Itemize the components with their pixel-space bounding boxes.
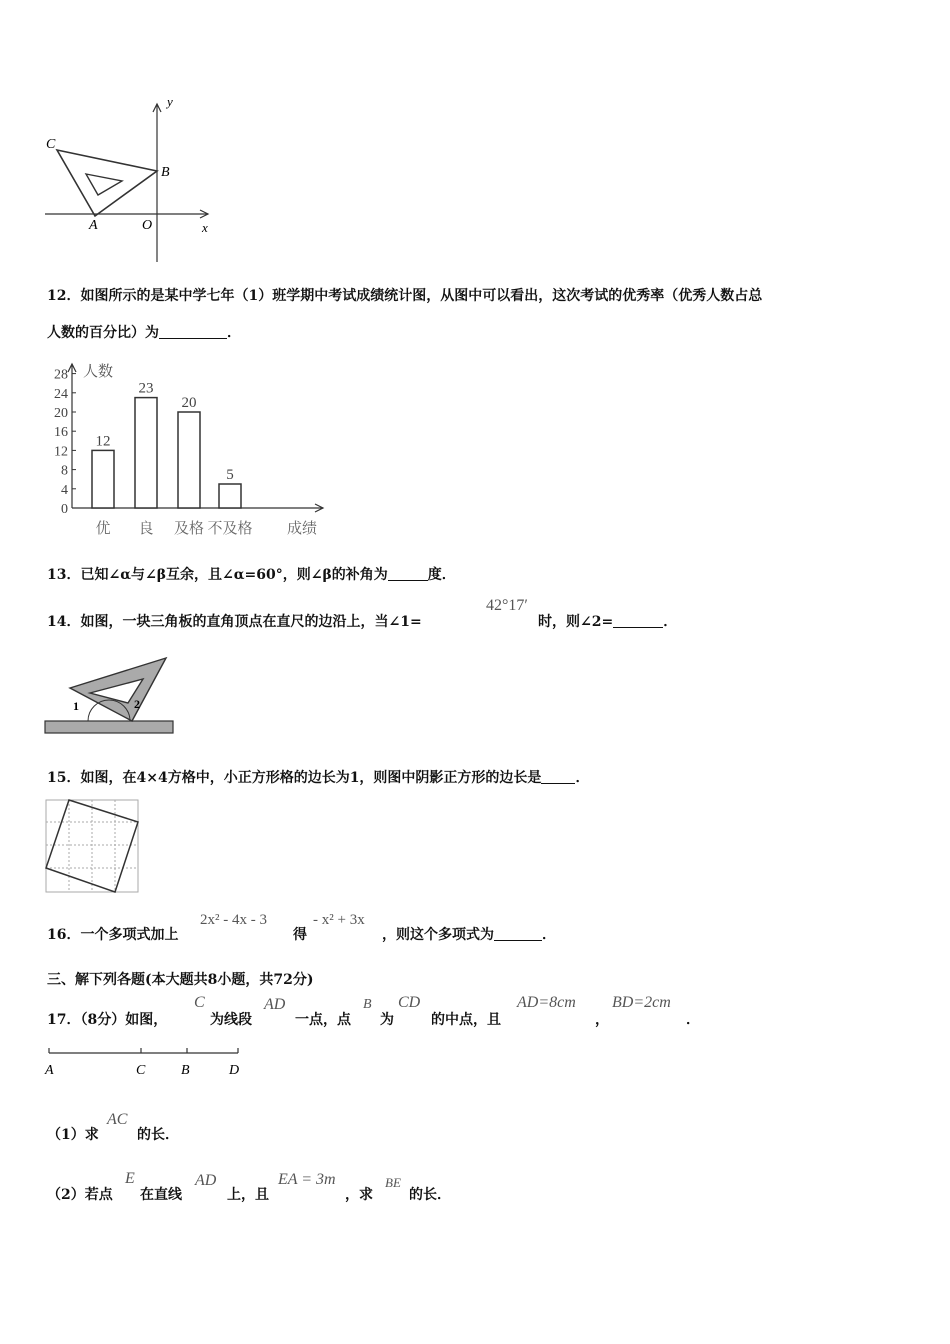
q13-end: 度． (427, 567, 456, 583)
y-tick-label: 28 (54, 367, 68, 383)
q16-text2: 得 (293, 927, 307, 943)
q17-p2-d: ，求 (345, 1187, 373, 1203)
q17-p2-a: （2）若点 (47, 1187, 113, 1203)
label-y: y (167, 94, 173, 109)
answer-blank[interactable] (494, 926, 542, 941)
bar-value-label: 23 (138, 380, 154, 397)
q14-text1: 14．如图，一块三角板的直角顶点在直尺的边沿上，当∠1= (47, 614, 422, 630)
x-category-label: 优 (95, 521, 111, 537)
q17-t7: ． (686, 1012, 700, 1028)
answer-blank[interactable] (613, 613, 663, 628)
label-o: O (142, 218, 153, 233)
q17-p2-e: 的长． (409, 1187, 451, 1203)
inner-triangle (86, 174, 122, 195)
q17-m3: B (363, 997, 372, 1012)
q17-m5: AD=8cm (517, 994, 576, 1011)
y-tick-label: 8 (61, 463, 68, 479)
x-axis-label: 成绩 (286, 521, 318, 537)
q17-p2-m2: AD (195, 1172, 217, 1189)
q14-angle: 42°17′ (486, 597, 528, 614)
x-category-label: 及格 (173, 521, 205, 537)
q16-tail (382, 925, 556, 945)
x-category-label: 不及格 (207, 521, 253, 537)
q14-tail (538, 612, 677, 632)
bar (92, 450, 114, 508)
y-tick-label: 20 (54, 406, 68, 421)
bar (135, 398, 157, 508)
y-tick-label: 16 (54, 425, 68, 441)
point-d-label: D (229, 1063, 240, 1078)
q12-text: 人数的百分比）为 (47, 325, 159, 341)
q15-grid-figure (44, 798, 140, 894)
q11-figure (40, 92, 220, 267)
bar-value-label: 5 (226, 467, 234, 483)
q17-p1-a: （1）求 (47, 1127, 99, 1143)
q17-t1: 17．（8分）如图， (47, 1012, 168, 1028)
q15-end: ． (575, 770, 590, 786)
label-c: C (46, 137, 56, 152)
q17-t3: 一点，点 (295, 1012, 351, 1028)
q17-p2-b: 在直线 (140, 1187, 182, 1203)
angle-label-1: 1 (73, 699, 79, 713)
answer-blank[interactable] (159, 324, 227, 339)
bar (178, 412, 200, 508)
q17-t2: 为线段 (210, 1012, 252, 1028)
angle-label-2: 2 (134, 697, 140, 711)
q17-segment-figure (40, 1045, 250, 1081)
q17-p2-m4: BE (385, 1175, 401, 1190)
point-a-label: A (45, 1063, 54, 1078)
x-category-label: 良 (138, 521, 154, 537)
q12-end: ． (227, 325, 241, 341)
bar-value-label: 20 (181, 395, 197, 411)
y-tick-label: 4 (61, 482, 68, 498)
answer-blank[interactable] (388, 566, 428, 581)
y-axis-label: 人数 (83, 364, 114, 380)
q17-m1: C (194, 994, 205, 1011)
q14-end: ． (663, 614, 678, 630)
bar (219, 484, 241, 508)
q14-text2: 时，则∠2= (538, 614, 614, 630)
answer-blank[interactable] (541, 769, 575, 784)
q16-end: ． (542, 927, 556, 943)
y-tick-label: 0 (61, 502, 68, 517)
q17-t6: ， (595, 1012, 609, 1028)
q14-figure (40, 652, 185, 742)
q17-p2-c: 上，且 (227, 1187, 269, 1203)
q16-expr2: - x² + 3x (313, 912, 365, 928)
q12-line1: 12．如图所示的是某中学七年（1）班学期中考试成绩统计图，从图中可以看出，这次考试的优秀率（优秀人数占总 (47, 288, 763, 304)
q17-p1-b: 的长． (137, 1127, 179, 1143)
outer-triangle (57, 150, 157, 216)
label-b: B (161, 165, 170, 180)
section3-title: 三、解下列各题(本大题共8小题，共72分) (47, 972, 314, 988)
q17-p2-m3: EA = 3m (278, 1171, 336, 1188)
q16-text1: 16．一个多项式加上 (47, 927, 179, 943)
y-tick-label: 24 (54, 386, 68, 402)
q17-m4: CD (398, 994, 421, 1011)
score-bar-chart (40, 356, 330, 546)
q13-text: 13．已知∠α与∠β互余，且∠α=60°，则∠β的补角为 (47, 567, 388, 583)
q15-text: 15．如图，在4×4方格中，小正方形格的边长为1，则图中阴影正方形的边长是 (47, 770, 542, 786)
q16-text3: ，则这个多项式为 (382, 927, 494, 943)
q17-m6: BD=2cm (612, 994, 671, 1011)
q17-p2-m1: E (125, 1170, 135, 1187)
q17-p1-m: AC (107, 1111, 128, 1128)
q12-line2 (47, 323, 241, 343)
triangle-ruler (70, 658, 166, 721)
q15 (47, 768, 589, 788)
label-x: x (202, 220, 208, 235)
ruler (45, 721, 173, 733)
point-c-label: C (136, 1063, 146, 1078)
q17-t5: 的中点，且 (431, 1012, 501, 1028)
bar-value-label: 12 (95, 433, 111, 450)
label-a: A (89, 218, 98, 233)
q17-t4: 为 (380, 1012, 394, 1028)
q17-m2: AD (264, 996, 286, 1013)
q16-expr1: 2x² - 4x - 3 (200, 912, 267, 928)
point-b-label: B (181, 1063, 190, 1078)
y-tick-label: 12 (54, 444, 68, 460)
q13 (47, 565, 456, 585)
